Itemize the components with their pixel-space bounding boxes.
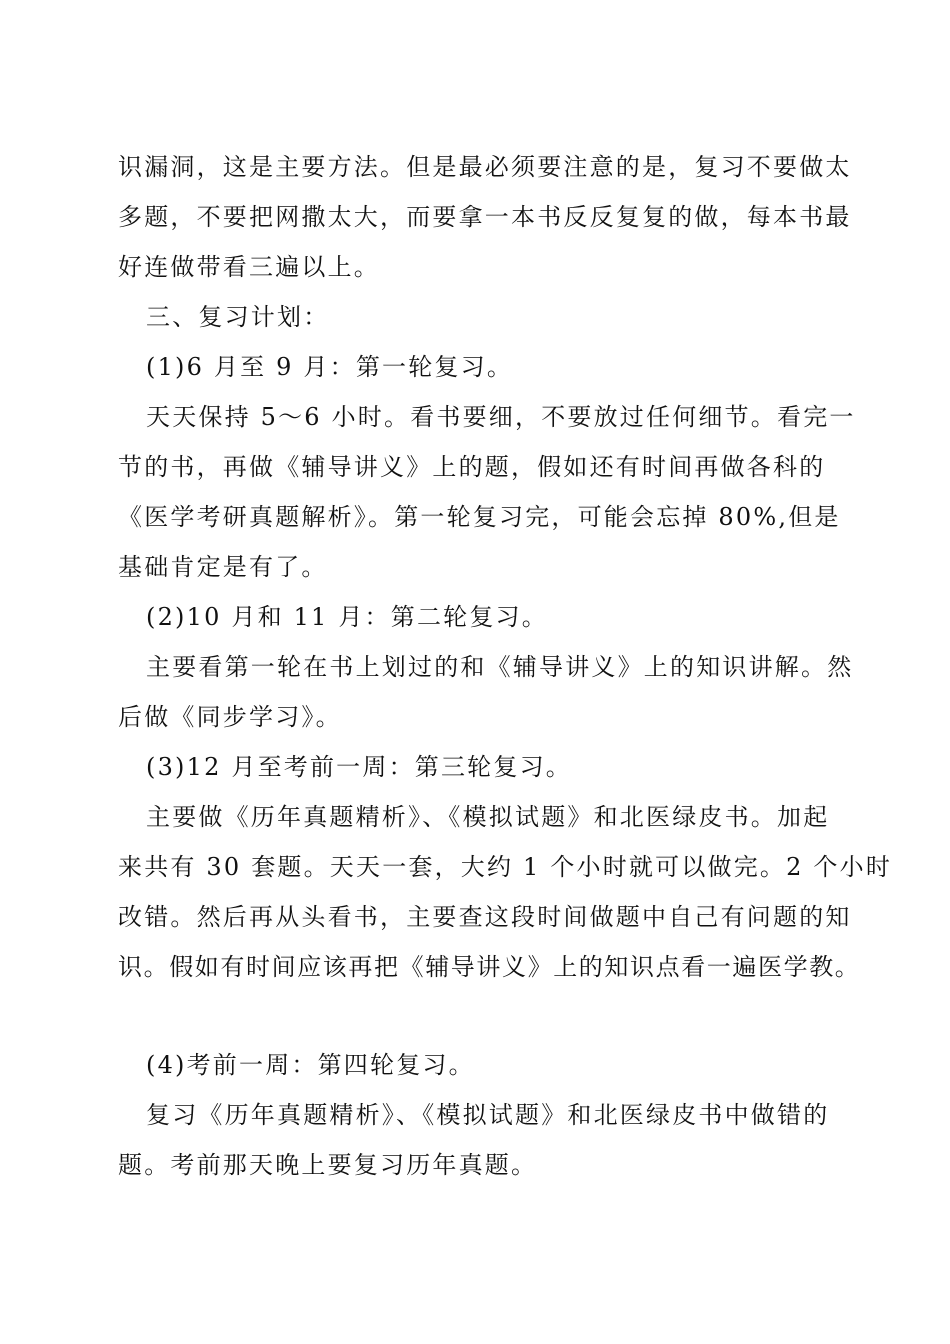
paragraph-line: 改错。然后再从头看书，主要查这段时间做题中自己有问题的知 <box>118 903 852 931</box>
paragraph-line: 基础肯定是有了。 <box>118 553 328 581</box>
paragraph-line: 好连做带看三遍以上。 <box>118 253 380 281</box>
paragraph-line: 主要看第一轮在书上划过的和《辅导讲义》上的知识讲解。然 <box>146 653 854 681</box>
paragraph-line: 多题，不要把网撒太大，而要拿一本书反反复复的做，每本书最 <box>118 203 852 231</box>
paragraph-line: 天天保持 5～6 小时。看书要细，不要放过任何细节。看完一 <box>146 403 856 431</box>
paragraph-line: 题。考前那天晚上要复习历年真题。 <box>118 1151 538 1179</box>
subheading: (2)10 月和 11 月：第二轮复习。 <box>146 603 548 631</box>
paragraph-line: 节的书，再做《辅导讲义》上的题，假如还有时间再做各科的 <box>118 453 826 481</box>
section-heading: 三、复习计划： <box>146 303 330 331</box>
paragraph-line: 《医学考研真题解析》。第一轮复习完，可能会忘掉 80%,但是 <box>118 503 841 531</box>
subheading: (3)12 月至考前一周：第三轮复习。 <box>146 753 572 781</box>
paragraph-line: 主要做《历年真题精析》、《模拟试题》和北医绿皮书。加起 <box>146 803 830 831</box>
subheading: (4)考前一周：第四轮复习。 <box>146 1051 475 1079</box>
paragraph-line: 识。假如有时间应该再把《辅导讲义》上的知识点看一遍医学教。 <box>118 953 861 981</box>
paragraph-line: 识漏洞，这是主要方法。但是最必须要注意的是，复习不要做太 <box>118 153 852 181</box>
subheading: (1)6 月至 9 月：第一轮复习。 <box>146 353 514 381</box>
paragraph-line: 来共有 30 套题。天天一套，大约 1 个小时就可以做完。2 个小时 <box>118 853 893 881</box>
paragraph-line: 后做《同步学习》。 <box>118 703 342 731</box>
paragraph-line: 复习《历年真题精析》、《模拟试题》和北医绿皮书中做错的 <box>146 1101 830 1129</box>
